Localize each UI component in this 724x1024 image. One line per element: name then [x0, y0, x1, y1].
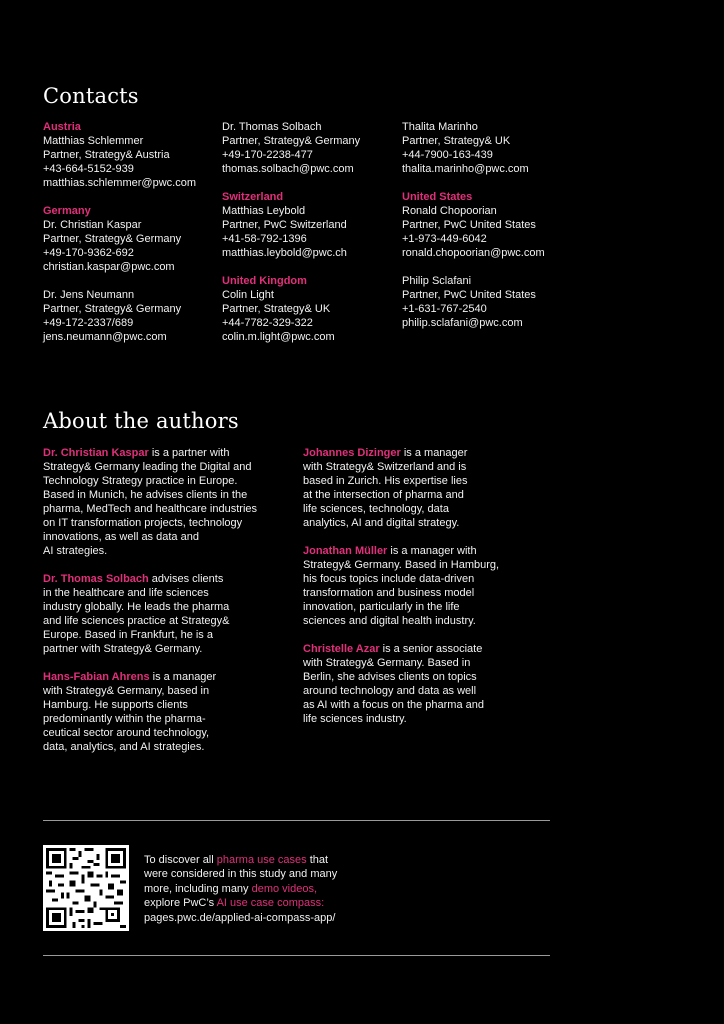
contact-email[interactable]: ronald.chopoorian@pwc.com [402, 247, 545, 259]
contact-phone[interactable]: +44-7900-163-439 [402, 149, 493, 161]
author-bio-dizinger: Johannes Dizinger is a manager with Strategy& Switzerland and is based in Zurich. His expertise lies at the intersection of pharma and life sciences, technology, data analytics, AI and digital strategy. [303, 447, 468, 529]
region-united-states: United States [402, 191, 473, 203]
author-bio-mueller: Jonathan Müller is a manager with Strategy& Germany. Based in Hamburg, his focus topics include data-driven transformation and business model innovation, particularly in the life sciences and digital health industry. [303, 545, 500, 627]
contact-email[interactable]: colin.m.light@pwc.com [222, 331, 335, 343]
contact-phone[interactable]: +41-58-792-1396 [222, 233, 307, 245]
contact-phone[interactable]: +49-170-2238-477 [222, 149, 313, 161]
promo-text: To discover all pharma use cases that were considered in this study and many more, including many demo videos, explore PwC’s AI use case compass: pages.pwc.de/applied-ai-compass-app/ [144, 854, 338, 924]
contact-name: Colin Light [222, 289, 274, 301]
author-name: Dr. Thomas Solbach [43, 573, 149, 585]
author-name: Christelle Azar [303, 643, 380, 655]
divider-top [43, 820, 550, 821]
contact-phone[interactable]: +1-973-449-6042 [402, 233, 487, 245]
contact-phone[interactable]: +49-170-9362-692 [43, 247, 134, 259]
contact-role: Partner, PwC United States [402, 289, 536, 301]
author-name: Hans-Fabian Ahrens [43, 671, 150, 683]
contact-email[interactable]: matthias.schlemmer@pwc.com [43, 177, 196, 189]
contact-name: Philip Sclafani [402, 275, 472, 287]
author-bio-solbach: Dr. Thomas Solbach advises clients in the healthcare and life sciences industry globally. He leads the pharma and life sciences practice at Strategy& Europe. Based in Frankfurt, he is a partner with Strategy& Germany. [43, 573, 230, 655]
contact-name: Dr. Christian Kaspar [43, 219, 142, 231]
qr-code-icon[interactable] [43, 845, 129, 931]
author-name: Jonathan Müller [303, 545, 388, 557]
contact-name: Dr. Jens Neumann [43, 289, 135, 301]
contact-email[interactable]: christian.kaspar@pwc.com [43, 261, 175, 273]
contacts-column-2 [222, 120, 360, 344]
contact-role: Partner, Strategy& UK [222, 303, 331, 315]
divider-bottom [43, 955, 550, 956]
contacts-column-3 [402, 120, 545, 330]
contact-phone[interactable]: +1-631-767-2540 [402, 303, 487, 315]
contact-email[interactable]: thomas.solbach@pwc.com [222, 163, 354, 175]
region-germany: Germany [43, 205, 91, 217]
contact-phone[interactable]: +49-172-2337/689 [43, 317, 134, 329]
contacts-column-1 [43, 120, 196, 344]
contact-role: Partner, Strategy& Germany [43, 303, 182, 315]
region-united-kingdom: United Kingdom [222, 275, 307, 287]
contact-phone[interactable]: +44-7782-329-322 [222, 317, 313, 329]
region-switzerland: Switzerland [222, 191, 284, 203]
authors-column-1 [43, 446, 257, 754]
authors-column-2 [303, 446, 499, 726]
contact-name: Matthias Schlemmer [43, 135, 144, 147]
contact-email[interactable]: philip.sclafani@pwc.com [402, 317, 523, 329]
author-bio-kaspar: Dr. Christian Kaspar is a partner with Strategy& Germany leading the Digital and Technology Strategy practice in Europe. Based in Munich, he advises clients in the pharma, MedTech and healthcare industries on IT transformation projects, technology innovations, as well as data and AI strategies. [43, 447, 258, 557]
author-bio-azar: Christelle Azar is a senior associate with Strategy& Germany. Based in Berlin, she advises clients on topics around technology and data as well as AI with a focus on the pharma and life sciences industry. [303, 643, 485, 725]
contact-name: Matthias Leybold [222, 205, 306, 217]
contacts-heading: Contacts [43, 84, 139, 108]
contact-name: Thalita Marinho [402, 121, 478, 133]
contact-email[interactable]: thalita.marinho@pwc.com [402, 163, 529, 175]
contact-email[interactable]: jens.neumann@pwc.com [43, 331, 167, 343]
contact-phone[interactable]: +43-664-5152-939 [43, 163, 134, 175]
contact-name: Dr. Thomas Solbach [222, 121, 322, 133]
contact-role: Partner, Strategy& Germany [43, 233, 182, 245]
contact-role: Partner, Strategy& UK [402, 135, 511, 147]
region-austria: Austria [43, 121, 81, 133]
contact-role: Partner, Strategy& Austria [43, 149, 170, 161]
authors-heading: About the authors [43, 409, 239, 433]
contact-role: Partner, Strategy& Germany [222, 135, 361, 147]
contact-role: Partner, PwC United States [402, 219, 536, 231]
contact-role: Partner, PwC Switzerland [222, 219, 347, 231]
demo-videos-link[interactable]: demo videos, [251, 882, 318, 895]
compass-url[interactable]: pages.pwc.de/applied-ai-compass-app/ [144, 911, 336, 924]
author-name: Dr. Christian Kaspar [43, 447, 149, 459]
author-bio-ahrens: Hans-Fabian Ahrens is a manager with Strategy& Germany, based in Hamburg. He supports clients predominantly within the pharma- ceutical sector around technology, data, analytics, and AI strategies. [43, 671, 217, 753]
author-name: Johannes Dizinger [303, 447, 401, 459]
pharma-use-cases-link[interactable]: pharma use cases [216, 854, 307, 866]
contact-email[interactable]: matthias.leybold@pwc.ch [222, 247, 347, 259]
ai-use-case-compass-link[interactable]: AI use case compass: [216, 897, 325, 910]
contact-name: Ronald Chopoorian [402, 205, 497, 217]
